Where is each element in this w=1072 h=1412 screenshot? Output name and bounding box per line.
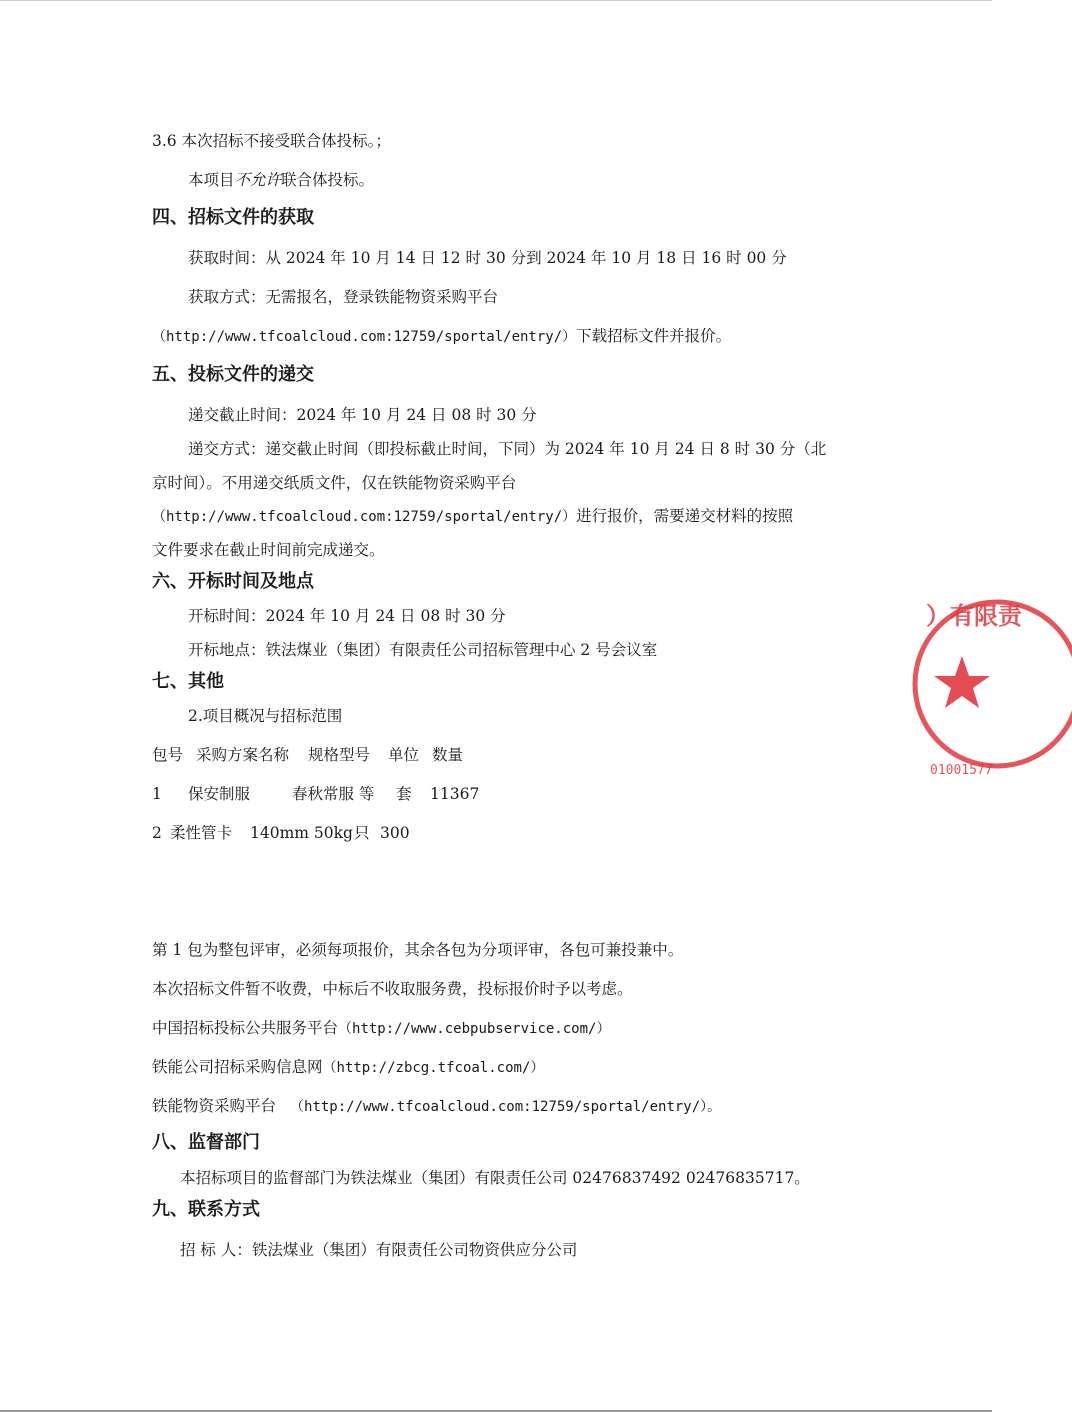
platform-url-link-2[interactable]: （http://www.tfcoalcloud.com:12759/sportal/entry/）: [152, 509, 577, 525]
seal-text-top: ）有限责: [926, 602, 1022, 630]
cell-unit: 套: [396, 785, 412, 803]
section-6-heading: 六、开标时间及地点: [152, 571, 314, 592]
joint-suffix: 联合体投标。: [281, 171, 375, 189]
note-fee: 本次招标文件暂不收费，中标后不收取服务费，投标报价时予以考虑。: [152, 980, 633, 998]
acquire-method: 获取方式：无需报名，登录铁能物资采购平台: [188, 288, 499, 306]
col-header-package: 包号: [152, 746, 184, 764]
section-4-heading: 四、招标文件的获取: [152, 207, 314, 228]
project-scope-subheading: 2.项目概况与招标范围: [188, 707, 343, 725]
cell-package: 2: [152, 824, 162, 842]
col-header-spec: 规格型号: [308, 746, 371, 764]
acquire-time: 获取时间：从 2024 年 10 月 14 日 12 时 30 分到 2024 年 10 月 18 日 16 时 00 分: [188, 249, 787, 267]
submit-method-4: 文件要求在截止时间前完成递交。: [152, 541, 385, 559]
cell-name: 保安制服: [188, 785, 251, 803]
site-zbcg: [152, 1057, 544, 1078]
submit-method-2: 京时间）。不用递交纸质文件，仅在铁能物资采购平台: [152, 474, 517, 492]
section-8-heading: 八、监督部门: [152, 1132, 260, 1153]
page-top-edge: [0, 0, 992, 1]
submit-deadline: 递交截止时间：2024 年 10 月 24 日 08 时 30 分: [188, 406, 537, 424]
joint-not-allowed: 不允许: [234, 171, 282, 189]
joint-bid-statement: [188, 170, 374, 190]
col-header-qty: 数量: [432, 746, 464, 764]
section-5-heading: 五、投标文件的递交: [152, 364, 314, 385]
site-cebpub-name: 中国招标投标公共服务平台: [152, 1019, 339, 1037]
note-package-review: 第 1 包为整包评审，必须每项报价，其余各包为分项评审，各包可兼投兼中。: [152, 941, 684, 959]
supervision-text: 本招标项目的监督部门为铁法煤业（集团）有限责任公司 02476837492 02476835717。: [180, 1169, 810, 1187]
col-header-name: 采购方案名称: [196, 746, 290, 764]
cell-spec: 140mm 50kg: [250, 824, 353, 842]
platform-url-link[interactable]: （http://www.tfcoalcloud.com:12759/sportal/entry/）: [152, 329, 577, 345]
company-seal-stamp: [922, 584, 1072, 784]
site-platform-name: 铁能物资采购平台: [152, 1097, 277, 1115]
submit-method-3: [152, 506, 793, 527]
site-zbcg-name: 铁能公司招标采购信息网: [152, 1058, 323, 1076]
section-7-heading: 七、其他: [152, 671, 224, 692]
cell-package: 1: [152, 785, 162, 803]
table-header-row: [152, 745, 463, 765]
tenderer-contact: 招 标 人：铁法煤业（集团）有限责任公司物资供应分公司: [180, 1241, 578, 1259]
opening-time: 开标时间：2024 年 10 月 24 日 08 时 30 分: [188, 607, 506, 625]
cell-qty: 300: [380, 824, 410, 842]
table-row: [152, 784, 479, 804]
site-platform: [152, 1096, 721, 1117]
acquire-url-line: [152, 326, 731, 347]
cell-name: 柔性管卡: [170, 824, 233, 842]
clause-3-6: 3.6 本次招标不接受联合体投标。；: [152, 132, 391, 150]
submit-method-1: 递交方式：递交截止时间（即投标截止时间，下同）为 2024 年 10 月 24 日 8 时 30 分（北: [188, 440, 827, 458]
acquire-url-text: 下载招标文件并报价。: [576, 327, 732, 345]
cell-qty: 11367: [430, 785, 480, 803]
opening-place: 开标地点：铁法煤业（集团）有限责任公司招标管理中心 2 号会议室: [188, 641, 658, 659]
seal-star-icon: [934, 656, 990, 708]
site-zbcg-link[interactable]: （http://zbcg.tfcoal.com/）: [322, 1060, 545, 1076]
submit-method-3-text: 进行报价，需要递交材料的按照: [576, 507, 794, 525]
cell-unit: 只: [354, 824, 370, 842]
table-row: [152, 823, 410, 843]
site-cebpub: [152, 1018, 610, 1039]
site-cebpub-link[interactable]: （http://www.cebpubservice.com/）: [338, 1021, 611, 1037]
col-header-unit: 单位: [388, 746, 420, 764]
seal-text-bottom: 01001577: [930, 763, 993, 778]
joint-prefix: 本项目: [188, 171, 235, 189]
site-platform-link[interactable]: （http://www.tfcoalcloud.com:12759/sportal/entry/）。: [290, 1099, 722, 1115]
section-9-heading: 九、联系方式: [152, 1199, 260, 1220]
cell-spec: 春秋常服 等: [292, 785, 375, 803]
